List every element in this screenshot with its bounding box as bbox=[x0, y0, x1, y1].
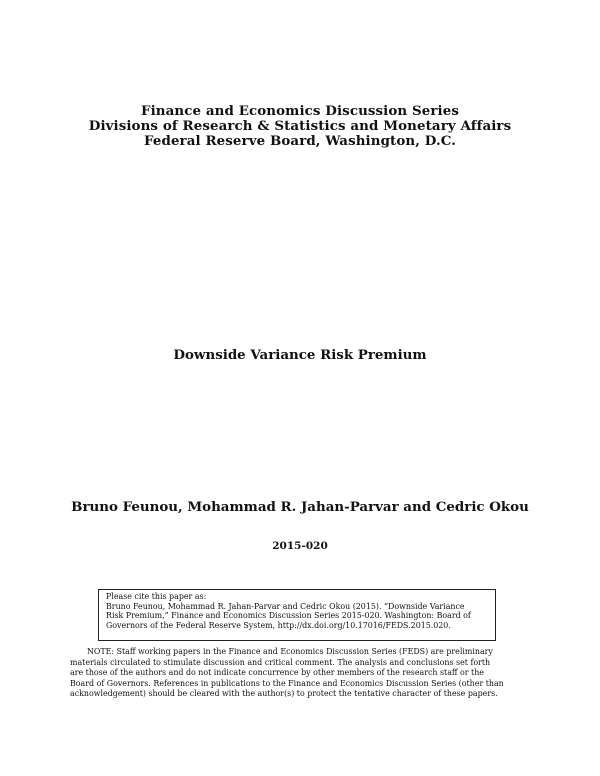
paper-title: Downside Variance Risk Premium bbox=[173, 347, 427, 363]
staff-note bbox=[70, 647, 530, 700]
board-location: Federal Reserve Board, Washington, D.C. bbox=[143, 133, 456, 149]
paper-authors: Bruno Feunou, Mohammad R. Jahan-Parvar and Cedric Okou bbox=[71, 499, 529, 515]
note-line: acknowledgement) should be cleared with the author(s) to protect the tentative character of these papers. bbox=[70, 689, 498, 698]
series-header bbox=[0, 104, 600, 149]
citation-line: Governors of the Federal Reserve System, http://dx.doi.org/10.17016/FEDS.2015.020. bbox=[106, 620, 451, 630]
citation-line: Bruno Feunou, Mohammad R. Jahan-Parvar and Cedric Okou (2015). “Downside Variance bbox=[106, 601, 465, 611]
note-line: NOTE: Staff working papers in the Finance and Economics Discussion Series (FEDS) are preliminary bbox=[87, 647, 493, 656]
citation-box bbox=[98, 589, 496, 641]
note-line: are those of the authors and do not indicate concurrence by other members of the research staff or the bbox=[70, 668, 484, 677]
paper-number: 2015-020 bbox=[272, 540, 328, 552]
series-name: Finance and Economics Discussion Series bbox=[141, 103, 459, 119]
note-line: materials circulated to stimulate discussion and critical comment. The analysis and conclusions set forth bbox=[70, 657, 491, 667]
note-line: Board of Governors. References in publications to the Finance and Economics Discussion Series (other than bbox=[70, 678, 504, 688]
divisions-line: Divisions of Research & Statistics and Monetary Affairs bbox=[88, 118, 512, 134]
citation-intro: Please cite this paper as: bbox=[106, 592, 207, 601]
citation-line: Risk Premium,” Finance and Economics Discussion Series 2015-020. Washington: Board of bbox=[106, 611, 471, 621]
